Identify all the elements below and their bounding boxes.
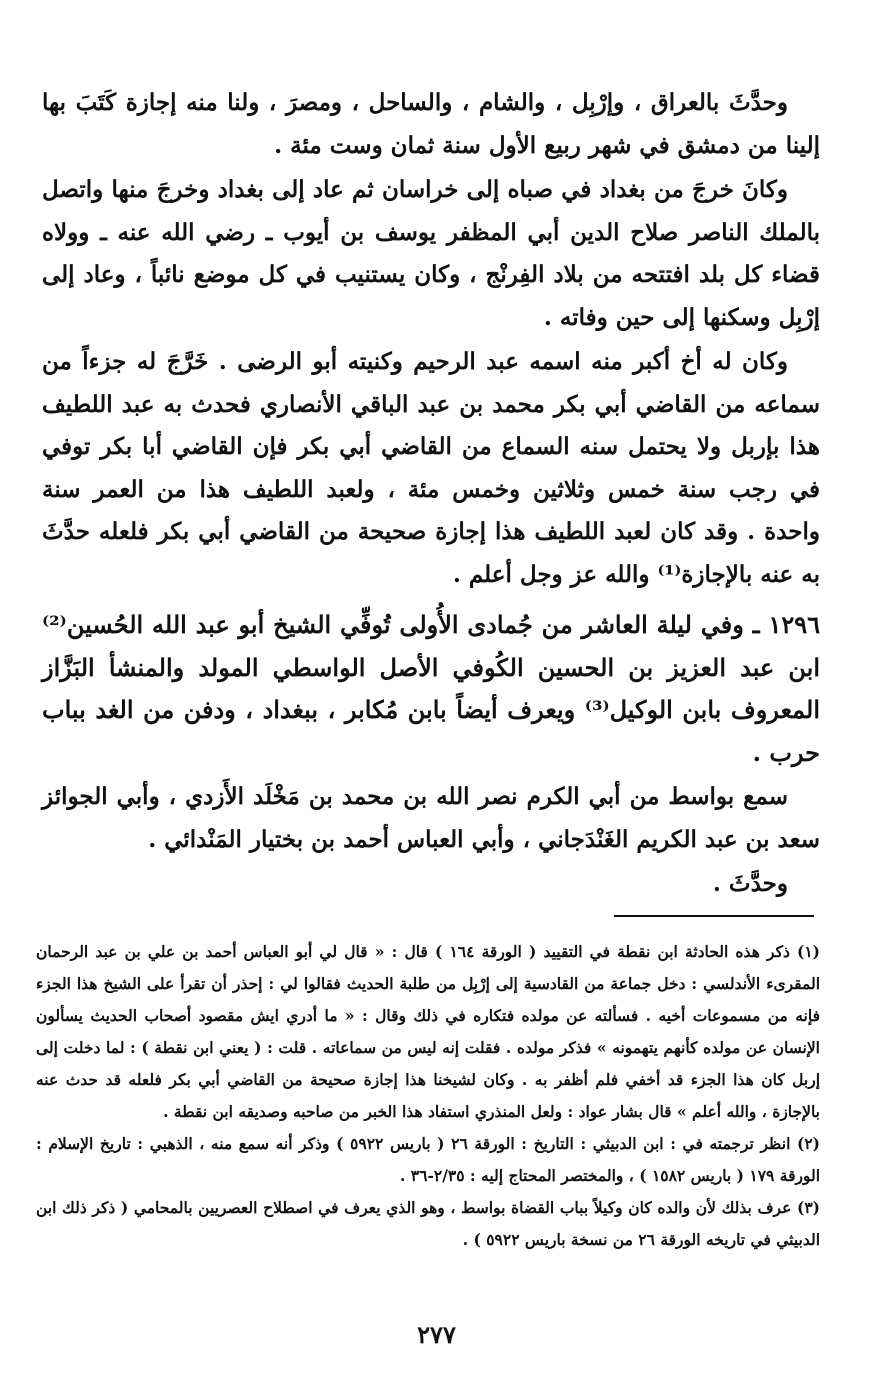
entry-1296-heading: ١٢٩٦ ـ وفي ليلة العاشر من جُمادى الأُولى تُوفِّي الشيخ أبو عبد الله الحُسين⁽²⁾ ابن عبد العزيز بن الحسين الكُوفي الأصل الواسطي المولد والمنشأ البَزَّاز المعروف بابن الوكيل⁽³⁾ ويعرف أيضاً بابن مُكابر ، ببغداد ، ودفن من الغد بباب حرب . [42, 610, 820, 767]
paragraph-brother: وكان له أخ أكبر منه اسمه عبد الرحيم وكنيته أبو الرضى . خَرَّجَ له جزءاً من سماعه من القاضي أبي بكر محمد بن عبد الباقي الأنصاري فحدث به عبد اللطيف هذا بإربل ولا يحتمل سنه السماع من القاضي أبي بكر فإن القاضي أبا بكر توفي في رجب سنة خمس وثلاثين وخمس مئة ، ولعبد اللطيف هذا من العمر سنة واحدة . وقد كان لعبد اللطيف هذا إجازة صحيحة من القاضي أبي بكر فلعله حدَّثَ به عنه بالإجازة⁽¹⁾ والله عز وجل أعلم . [42, 348, 820, 588]
paragraph-narrated: وحدَّثَ . [712, 870, 788, 897]
footnote-2: (٢) انظر ترجمته في : ابن الدبيثي : التاريخ : الورقة ٢٦ ( باريس ٥٩٢٢ ) وذكر أنه سمع منه ، الذهبي : تاريخ الإسلام : الورقة ١٧٩ ( باريس ١٥٨٢ ) ، والمختصر المحتاج إليه : ٢/٣٥-٣٦ . [36, 1134, 820, 1185]
page-number: ٢٧٧ [417, 1320, 456, 1349]
paragraph-narration: وحدَّثَ بالعراق ، وإرْبِل ، والشام ، والساحل ، ومصرَ ، ولنا منه إجازة كَتَبَ بها إلينا من دمشق في شهر ربيع الأول سنة ثمان وست مئة . [42, 89, 820, 159]
paragraph-heard: سمع بواسط من أبي الكرم نصر الله بن محمد بن مَخْلَد الأَزدي ، وأبي الجوائز سعد بن عبد الكريم الغَنْدَجاني ، وأبي العباس أحمد بن بختيار المَنْدائي . [42, 783, 820, 853]
footnote-1: (١) ذكر هذه الحادثة ابن نقطة في التقييد ( الورقة ١٦٤ ) قال : « قال لي أبو العباس أحمد بن علي بن عبد الرحمان المقرىء الأندلسي : دخل جماعة من القادسية إلى إرْبِل من طلبة الحديث فقالوا لي : إحذر أن تقرأ على الشيخ هذا الجزء فإنه من مسموعات أخيه . فسألته عن مولده فتكاره في ذلك وقال : « ما أدري ايش مقصود أصحاب الحديث يسألون الإنسان عن مولده كأنهم يتهمونه » فذكر مولده . فقلت إنه ليس من سماعاته . قلت : ( يعني ابن نقطة ) : لما دخلت إلى إربل كان هذا الجزء قد أخفي فلم أظفر به . وكان لشيخنا هذا إجازة صحيحة من القاضي أبي بكر فلعله قد حدث عنه بالإجازة ، والله أعلم » قال بشار عواد : ولعل المنذري استفاد هذا الخبر من صاحبه وصديقه ابن نقطة . [36, 942, 820, 1121]
main-text [42, 82, 820, 908]
paragraph-career: وكانَ خرجَ من بغداد في صباه إلى خراسان ثم عاد إلى بغداد وخرجَ منها واتصل بالملك الناصر صلاح الدين أبي المظفر يوسف بن أيوب ـ رضي الله عنه ـ وولاه قضاء كل بلد افتتحه من بلاد الفِرنْج ، وكان يستنيب في كل موضع نائباً ، وعاد إلى إرْبِل وسكنها إلى حين وفاته . [42, 176, 820, 331]
footnote-3: (٣) عرف بذلك لأن والده كان وكيلاً بباب القضاة بواسط ، وهو الذي يعرف في اصطلاح العصريين بالمحامي ( ذكر ذلك ابن الدبيثي في تاريخه الورقة ٢٦ من نسخة باريس ٥٩٢٢ ) . [36, 1198, 820, 1249]
footnotes [36, 936, 820, 1256]
footnote-divider [614, 915, 814, 917]
